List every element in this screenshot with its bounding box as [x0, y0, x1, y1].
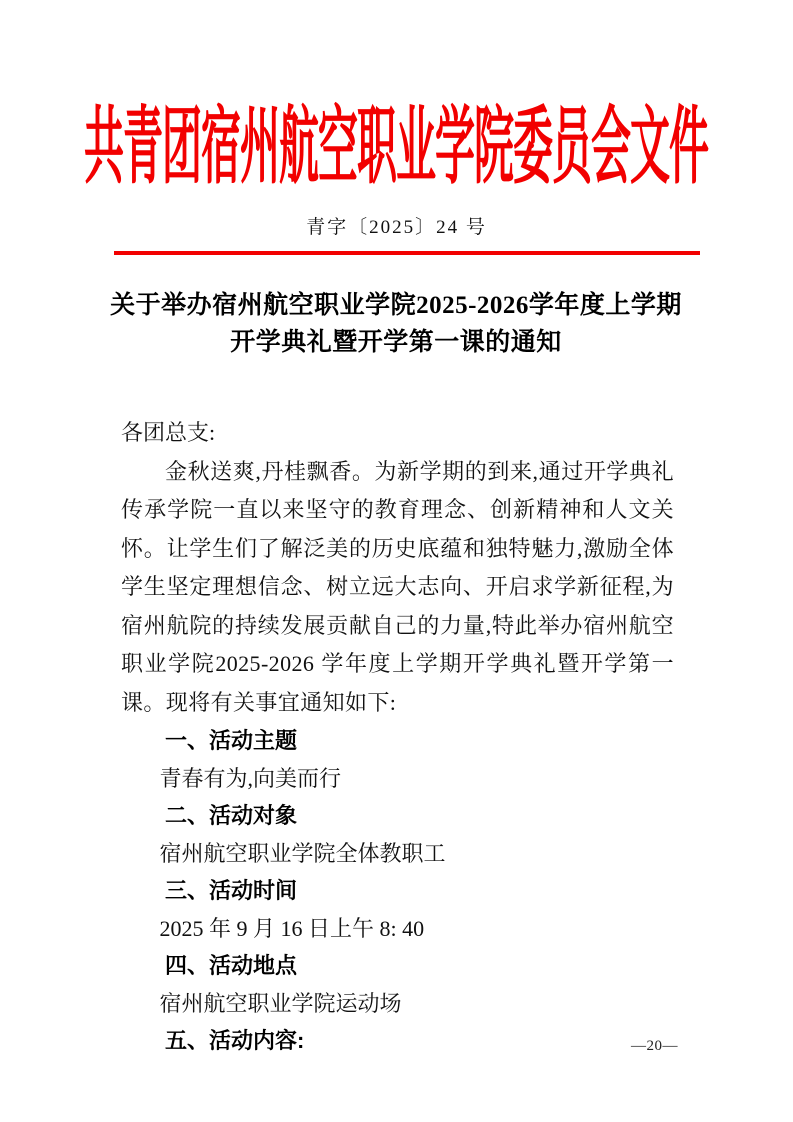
notice-title	[96, 287, 696, 361]
section-audience	[121, 797, 674, 872]
section-location-content: 宿州航空职业学院运动场	[159, 990, 402, 1016]
section-time-content: 2025 年 9 月 16 日上午 8: 40	[159, 915, 425, 941]
section-theme	[121, 722, 674, 797]
section-audience-heading: 二、活动对象	[165, 803, 298, 828]
section-time	[121, 872, 674, 947]
salutation: 各团总支:	[121, 420, 216, 445]
section-location-heading: 四、活动地点	[165, 953, 298, 978]
page-number: —20—	[631, 1038, 678, 1054]
document-body	[121, 414, 674, 1060]
notice-title-line-2: 开学典礼暨开学第一课的通知	[230, 329, 562, 356]
section-activities-heading: 五、活动内容:	[165, 1028, 305, 1053]
section-time-heading: 三、活动时间	[165, 878, 298, 903]
section-theme-content: 青春有为,向美而行	[159, 765, 342, 791]
intro-paragraph: 金秋送爽,丹桂飘香。为新学期的到来,通过开学典礼传承学院一直以来坚守的教育理念、创新精神和人文关怀。让学生们了解泛美的历史底蕴和独特魅力,激励全体学生坚定理想信念、树立远大志向、开启求学新征程,为宿州航院的持续发展贡献自己的力量,特此举办宿州航空职业学院2025-2026 学年度上学期开学典礼暨开学第一课。现将有关事宜通知如下:	[121, 458, 674, 715]
letterhead-title: 共青团宿州航空职业学院委员会文件	[84, 100, 708, 195]
letterhead-divider-line	[114, 251, 700, 255]
section-audience-content: 宿州航空职业学院全体教职工	[159, 840, 446, 866]
notice-title-line-1: 关于举办宿州航空职业学院2025-2026学年度上学期	[110, 292, 682, 319]
letterhead	[84, 90, 708, 195]
document-number: 青字〔2025〕24 号	[306, 217, 487, 238]
section-theme-heading: 一、活动主题	[165, 728, 298, 753]
section-location	[121, 947, 674, 1022]
